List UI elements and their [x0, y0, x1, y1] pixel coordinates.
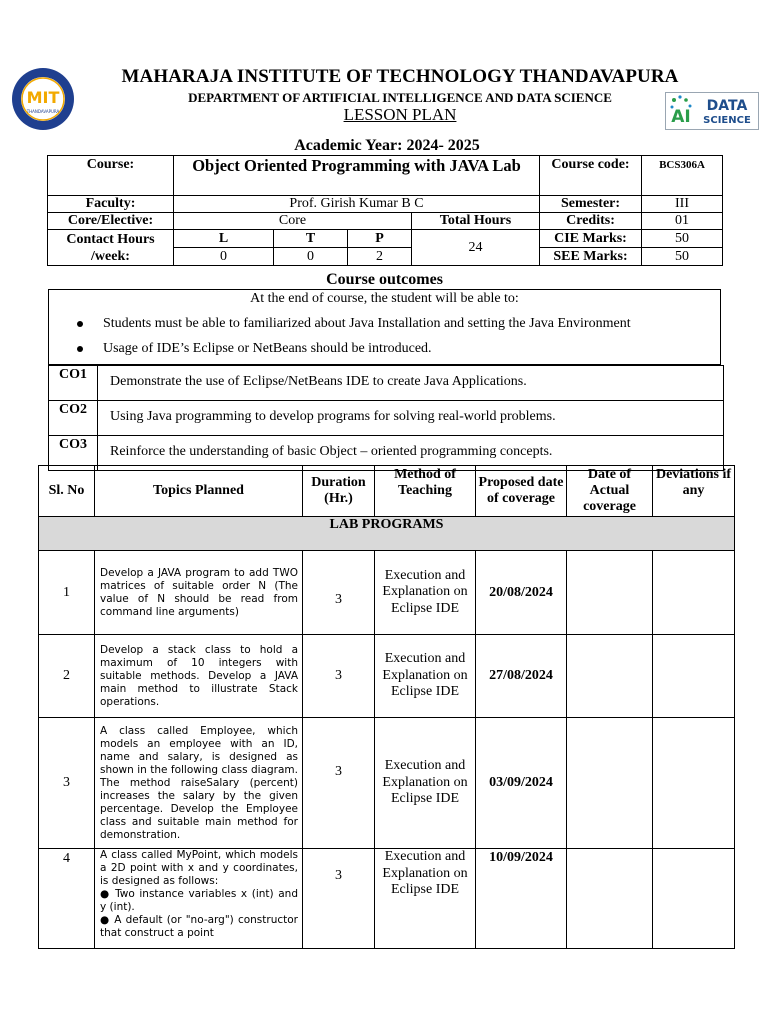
header-deviations: Deviations if any — [653, 466, 735, 517]
topic-bullet-text: Two instance variables x (int) and y (int). — [100, 888, 298, 913]
logo-mit-text: MIT — [26, 88, 60, 107]
lesson-plan-table — [38, 465, 735, 949]
method-cell: Execution and Explanation on Eclipse IDE — [375, 849, 476, 949]
bullet-icon — [77, 321, 83, 327]
header-proposed-date: Proposed date of coverage — [476, 466, 567, 517]
core-elective-label: Core/Elective: — [48, 213, 174, 230]
topic-bullet-text: A default (or "no-arg") constructor that construct a point — [100, 914, 298, 939]
header-duration: Duration (Hr.) — [303, 466, 375, 517]
header-topics: Topics Planned — [95, 466, 303, 517]
institute-logo — [10, 66, 76, 132]
academic-year: Academic Year: 2024- 2025 — [294, 137, 480, 154]
table-row — [39, 635, 735, 718]
cie-marks-label: CIE Marks: — [540, 230, 642, 248]
faculty-value: Prof. Girish Kumar B C — [174, 196, 540, 213]
actual-date-cell — [567, 551, 653, 635]
co-description: Demonstrate the use of Eclipse/NetBeans IDE to create Java Applications. — [98, 366, 724, 401]
lecture-value: 0 — [174, 248, 274, 266]
topic-cell — [95, 849, 303, 949]
lecture-label: L — [174, 230, 274, 248]
practical-value: 2 — [348, 248, 412, 266]
topic-text: A class called MyPoint, which models a 2D point with x and y coordinates, is designed as follows: — [100, 849, 298, 887]
table-row — [39, 718, 735, 849]
table-row — [39, 849, 735, 949]
total-hours-value: 24 — [412, 230, 540, 266]
proposed-date-cell: 03/09/2024 — [476, 718, 567, 849]
co-description: Reinforce the understanding of basic Object – oriented programming concepts. — [98, 436, 724, 471]
course-outcomes-title: Course outcomes — [326, 271, 443, 288]
course-code-value: BCS306A — [642, 156, 723, 196]
credits-label: Credits: — [540, 213, 642, 230]
method-cell: Execution and Explanation on Eclipse IDE — [375, 551, 476, 635]
method-cell: Execution and Explanation on Eclipse IDE — [375, 718, 476, 849]
department-name: DEPARTMENT OF ARTIFICIAL INTELLIGENCE AND DATA SCIENCE — [188, 90, 612, 105]
logo-caption-text: THANDAVAPURA — [26, 109, 60, 114]
table-row — [39, 551, 735, 635]
deviation-cell — [653, 635, 735, 718]
section-lab-programs: LAB PROGRAMS — [39, 517, 735, 551]
bullet-icon: ● — [100, 914, 115, 926]
duration-cell: 3 — [303, 849, 375, 949]
course-info-table — [47, 155, 723, 266]
course-name: Object Oriented Programming with JAVA Lab — [174, 156, 540, 196]
proposed-date-cell: 27/08/2024 — [476, 635, 567, 718]
semester-value: III — [642, 196, 723, 213]
course-code-label: Course code: — [540, 156, 642, 196]
bullet-icon: ● — [100, 888, 116, 900]
actual-date-cell — [567, 849, 653, 949]
institute-name: MAHARAJA INSTITUTE OF TECHNOLOGY THANDAVAPURA — [121, 66, 679, 87]
core-elective-value: Core — [174, 213, 412, 230]
sl-no-cell: 2 — [39, 635, 95, 718]
topic-cell: Develop a stack class to hold a maximum of 10 integers with suitable methods. Develop a JAVA main method to illustrate Stack operations. — [95, 635, 303, 718]
sl-no-cell: 3 — [39, 718, 95, 849]
bullet-text: Students must be able to familiarized about Java Installation and setting the Java Environment — [103, 316, 631, 331]
course-label: Course: — [48, 156, 174, 196]
logo-science-text: SCIENCE — [703, 115, 751, 126]
cie-marks-value: 50 — [642, 230, 723, 248]
course-outcomes-intro: At the end of course, the student will be able to: — [250, 291, 519, 306]
topic-bullet-1 — [100, 888, 298, 914]
co-description: Using Java programming to develop programs for solving real-world problems. — [98, 401, 724, 436]
proposed-date-cell: 10/09/2024 — [476, 849, 567, 949]
topic-cell: A class called Employee, which models an employee with an ID, name and salary, is designed as shown in the following class diagram. The method raiseSalary (percent) increases the salary by the given percentage. Develop the Employee class and suitable main method for demonstration. — [95, 718, 303, 849]
course-outcomes-table — [48, 365, 724, 471]
co-code: CO1 — [49, 366, 98, 401]
topic-content — [100, 849, 298, 946]
document-title: LESSON PLAN — [343, 105, 457, 124]
logo-data-text: DATA — [706, 98, 748, 114]
actual-date-cell — [567, 718, 653, 849]
sl-no-cell: 1 — [39, 551, 95, 635]
method-cell: Execution and Explanation on Eclipse IDE — [375, 635, 476, 718]
see-marks-label: SEE Marks: — [540, 248, 642, 266]
deviation-cell — [653, 718, 735, 849]
header-sl-no: Sl. No — [39, 466, 95, 517]
tutorial-value: 0 — [274, 248, 348, 266]
co-code: CO2 — [49, 401, 98, 436]
duration-cell: 3 — [303, 635, 375, 718]
course-outcomes-intro-box — [48, 289, 721, 365]
topic-bullet-2 — [100, 914, 298, 940]
deviation-cell — [653, 551, 735, 635]
tutorial-label: T — [274, 230, 348, 248]
topic-cell: Develop a JAVA program to add TWO matrices of suitable order N (The value of N should be read from command line arguments) — [95, 551, 303, 635]
credits-value: 01 — [642, 213, 723, 230]
bullet-text: Usage of IDE’s Eclipse or NetBeans should be introduced. — [103, 341, 432, 356]
header-actual-date: Date of Actual coverage — [567, 466, 653, 517]
see-marks-value: 50 — [642, 248, 723, 266]
faculty-label: Faculty: — [48, 196, 174, 213]
sl-no-cell: 4 — [39, 849, 95, 949]
proposed-date-cell: 20/08/2024 — [476, 551, 567, 635]
header-method: Method of Teaching — [375, 466, 476, 517]
duration-cell: 3 — [303, 718, 375, 849]
practical-label: P — [348, 230, 412, 248]
semester-label: Semester: — [540, 196, 642, 213]
bullet-icon — [77, 346, 83, 352]
contact-hours-label: Contact Hours /week: — [48, 230, 174, 266]
logo-ai-text: AI — [671, 107, 691, 127]
actual-date-cell — [567, 635, 653, 718]
total-hours-label: Total Hours — [412, 213, 540, 230]
duration-cell: 3 — [303, 551, 375, 635]
deviation-cell — [653, 849, 735, 949]
co-code: CO3 — [49, 436, 98, 471]
